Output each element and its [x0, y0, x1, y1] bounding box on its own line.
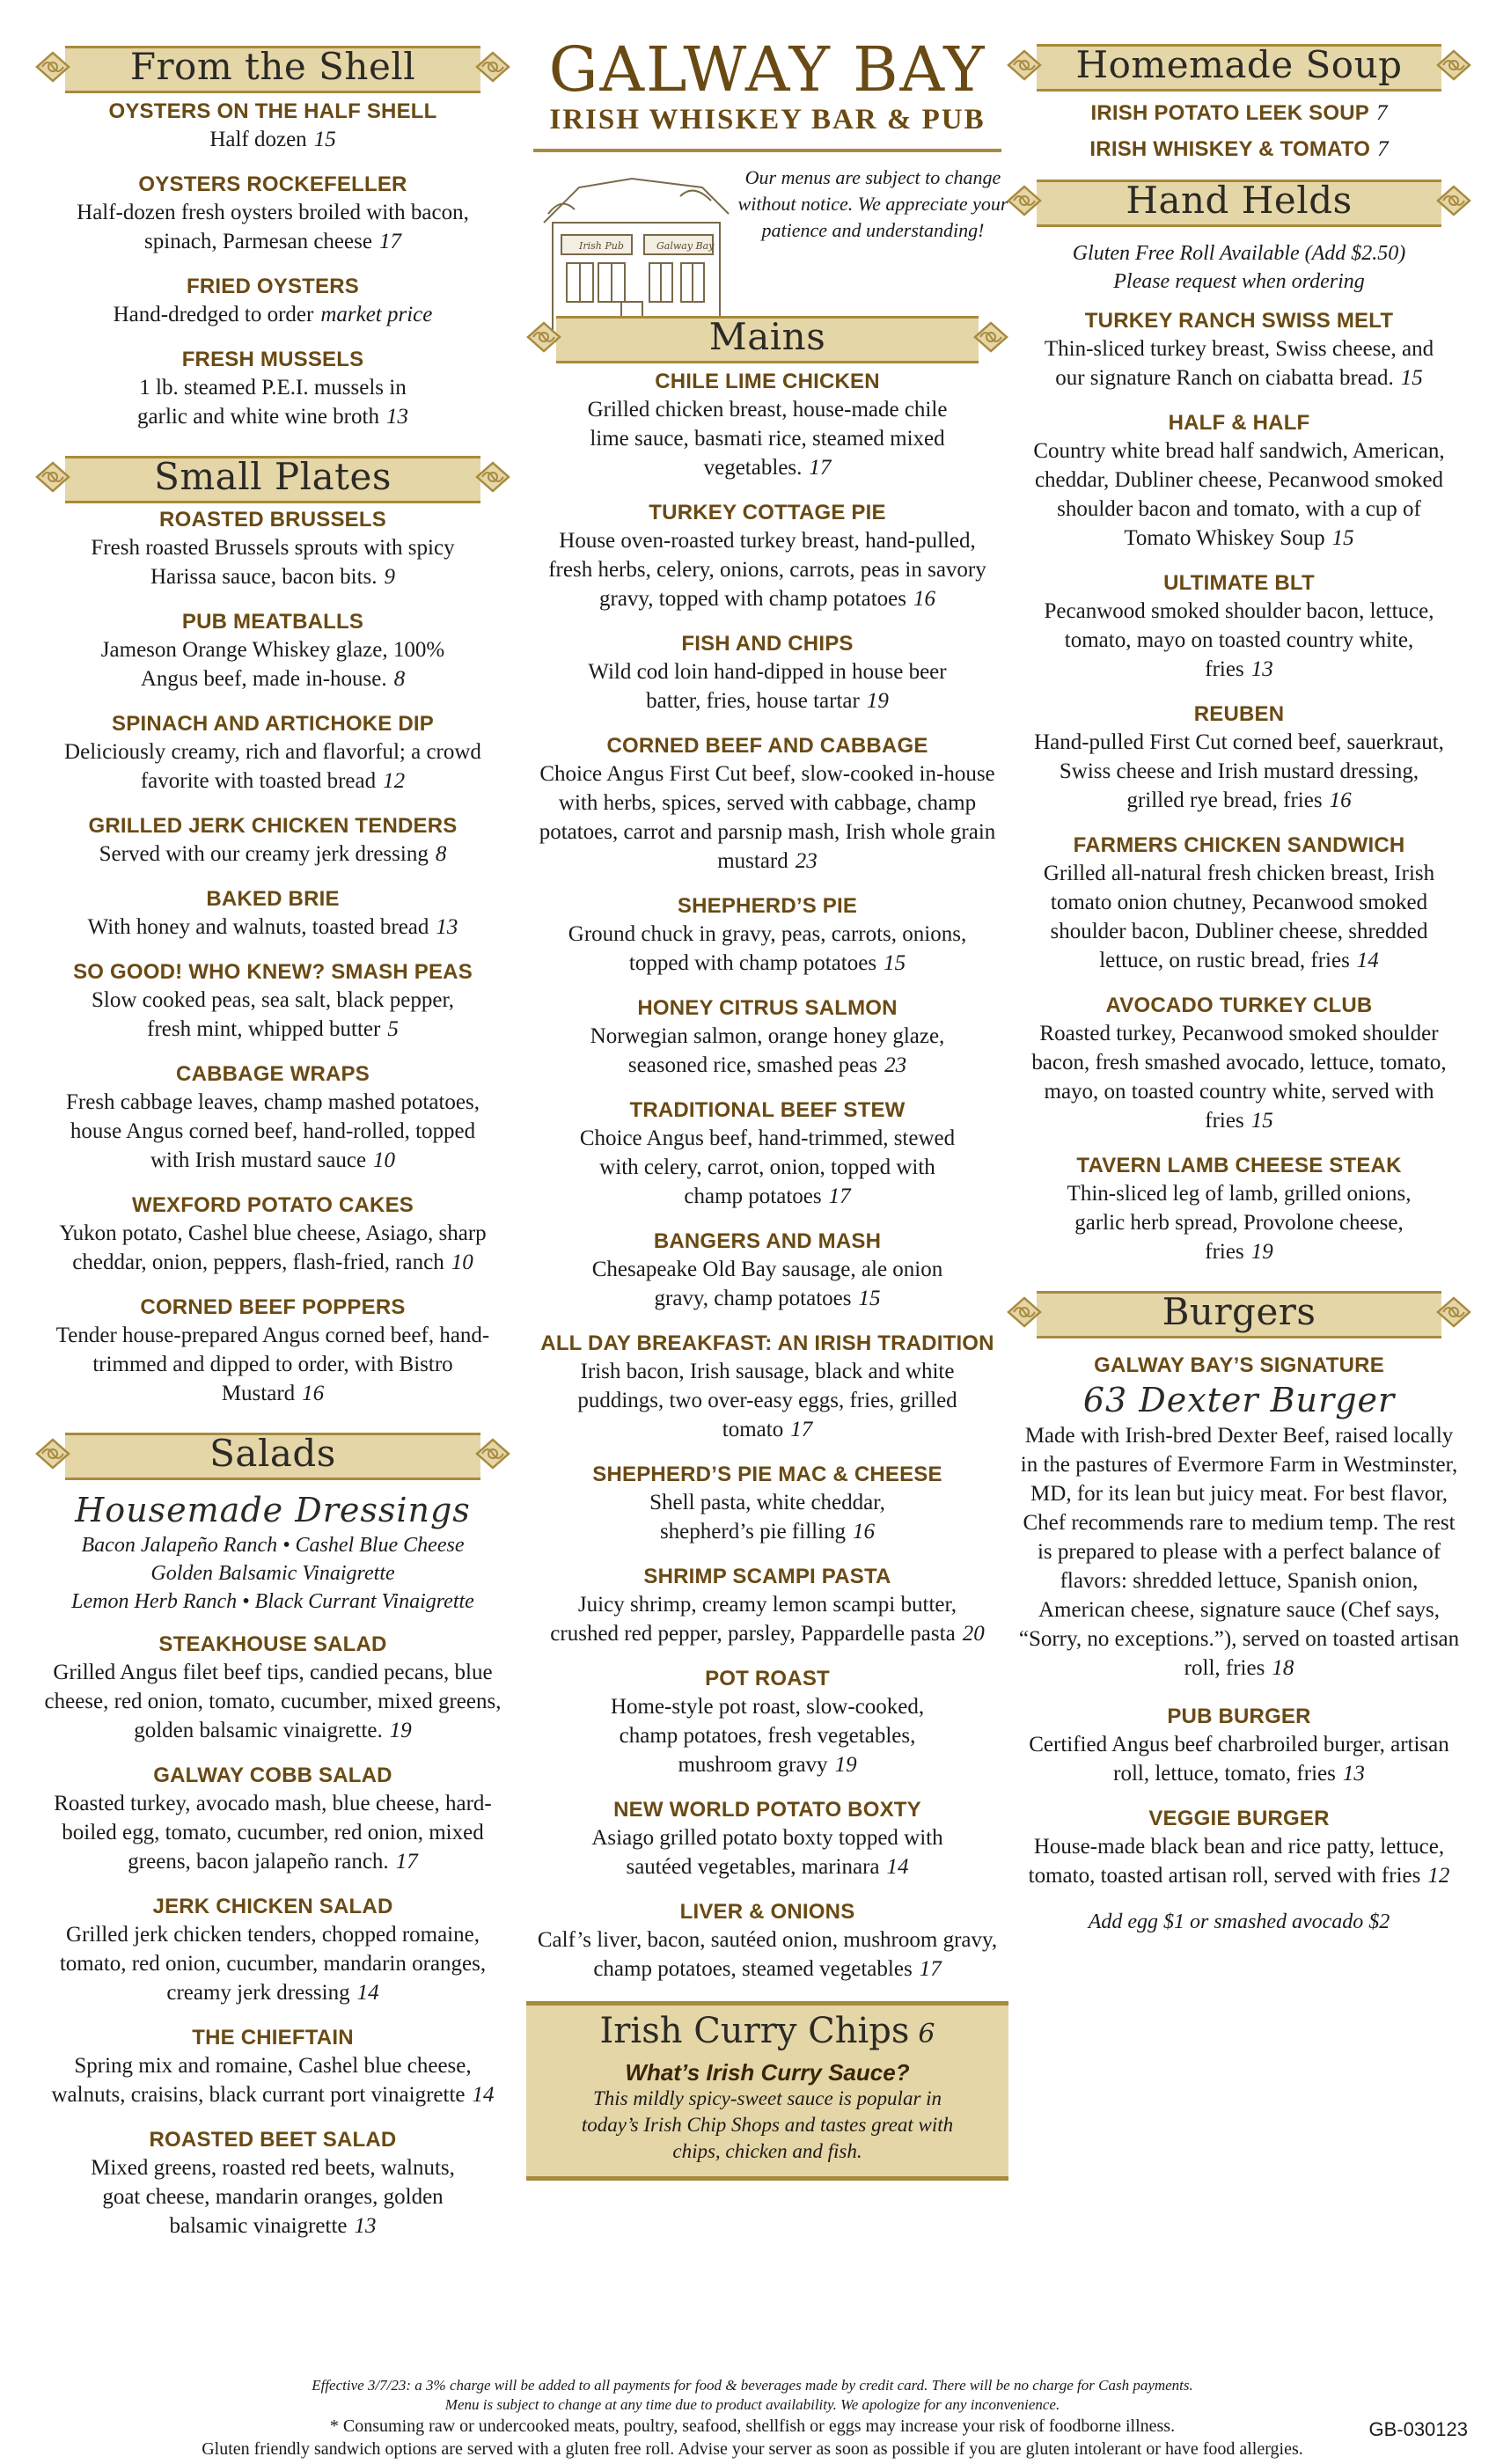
- item-desc: Asiago grilled potato boxty topped with sautéed vegetables, marinara: [591, 1826, 943, 1879]
- item-name: GALWAY COBB SALAD: [153, 1764, 392, 1787]
- item-desc: House oven-roasted turkey breast, hand-pulled, fresh herbs, celery, onions, carrots, peas in savory gravy, topped with champ potatoes: [548, 529, 986, 611]
- item-name: BAKED BRIE: [206, 887, 340, 911]
- item-name: FISH AND CHIPS: [681, 632, 854, 656]
- item-name: BANGERS AND MASH: [653, 1229, 882, 1253]
- item-name: OYSTERS ROCKEFELLER: [138, 172, 407, 196]
- footer-credit-note: Effective 3/7/23: a 3% charge will be added to all payments for food & beverages made by credit card. There will be no charge for Cash payments.: [312, 2377, 1193, 2394]
- menu-item: [526, 1666, 1008, 1779]
- menu-item: [526, 1228, 1008, 1313]
- menu-item: [35, 274, 510, 329]
- item-price: 8: [393, 667, 406, 691]
- item-price: 15: [1400, 366, 1423, 390]
- item-desc: Irish bacon, Irish sausage, black and white puddings, two over-easy eggs, fries, grilled tomato: [577, 1360, 957, 1441]
- item-name: CORNED BEEF POPPERS: [140, 1295, 406, 1319]
- item-price: 17: [828, 1184, 851, 1208]
- menu-item: [1007, 832, 1471, 975]
- item-name: VEGGIE BURGER: [1148, 1807, 1330, 1830]
- small-plates-items: [35, 507, 510, 1408]
- signature-label: GALWAY BAY’S SIGNATURE: [1094, 1353, 1384, 1377]
- menu-item: [526, 1564, 1008, 1648]
- item-name: ROASTED BEET SALAD: [149, 2128, 397, 2152]
- signature-desc: Made with Irish-bred Dexter Beef, raised locally in the pastures of Evermore Farm in Westminster, MD, for its lean but juicy meat. For best flavor, Chef recommends rare to medium temp. The rest is prepared to please with a perfect balance of flavors: shredded lettuce, Spanish onion, American cheese, signature sauce (Chef says, “Sorry, no exceptions.”), served on toasted artisan roll, fries: [1018, 1424, 1460, 1680]
- item-name: WEXFORD POTATO CAKES: [131, 1193, 414, 1217]
- item-price: 9: [384, 565, 396, 589]
- item-price: 13: [385, 405, 408, 429]
- menu-item: [1007, 1704, 1471, 1788]
- ornament-icon: [973, 321, 1008, 353]
- item-desc: Hand-dredged to order: [113, 303, 314, 326]
- item-desc: Mixed greens, roasted red beets, walnuts, goat cheese, mandarin oranges, golden balsamic vinaigrette: [91, 2156, 455, 2238]
- menu-item: [1007, 1806, 1471, 1890]
- item-price: 14: [886, 1855, 909, 1879]
- section-banner-burgers: [1007, 1284, 1471, 1340]
- gluten-free-note: Gluten Free Roll Available (Add $2.50) Please request when ordering: [1072, 242, 1406, 293]
- item-desc: Half-dozen fresh oysters broiled with bacon, spinach, Parmesan cheese: [77, 201, 469, 253]
- menu-item: [35, 1192, 510, 1277]
- ornament-icon: [1007, 185, 1042, 216]
- item-desc: Grilled Angus filet beef tips, candied pecans, blue cheese, red onion, tomato, cucumber, mixed greens, golden balsamic vinaigrette.: [44, 1661, 502, 1742]
- menu-item: [35, 1061, 510, 1175]
- section-title: From the Shell: [129, 45, 416, 88]
- menu-item: [1007, 135, 1471, 164]
- item-name: FARMERS CHICKEN SANDWICH: [1073, 833, 1405, 857]
- ornament-icon: [35, 51, 70, 83]
- menu-item: [526, 1097, 1008, 1211]
- menu-item: [35, 172, 510, 256]
- item-price: 12: [383, 769, 406, 793]
- item-name: NEW WORLD POTATO BOXTY: [613, 1798, 921, 1822]
- section-title: Mains: [708, 315, 826, 358]
- ornament-icon: [475, 461, 510, 493]
- item-price: 7: [1375, 101, 1388, 125]
- curry-desc: This mildly spicy-sweet sauce is popular in today’s Irish Chip Shops and tastes great with chips, chicken and fish.: [581, 2087, 954, 2162]
- item-desc: Thin-sliced turkey breast, Swiss cheese, and our signature Ranch on ciabatta bread.: [1044, 337, 1434, 390]
- brand-subtitle: IRISH WHISKEY BAR & PUB: [549, 104, 986, 136]
- ornament-icon: [1007, 1296, 1042, 1328]
- dressing-line: Bacon Jalapeño Ranch • Cashel Blue Cheese: [81, 1534, 465, 1557]
- menu-item: [526, 893, 1008, 978]
- item-price: 20: [962, 1622, 985, 1646]
- brand-name: GALWAY BAY: [548, 33, 986, 106]
- item-price: 14: [1356, 949, 1379, 972]
- dressings-title: Housemade Dressings: [75, 1491, 471, 1529]
- item-desc: Tender house-prepared Angus corned beef, hand-trimmed and dipped to order, with Bistro Mustard: [55, 1324, 490, 1405]
- item-name: HONEY CITRUS SALMON: [637, 996, 898, 1020]
- item-price: 17: [919, 1957, 942, 1981]
- item-price: 19: [866, 689, 889, 713]
- item-name: SHRIMP SCAMPI PASTA: [643, 1565, 891, 1588]
- footer: [35, 2376, 1470, 2460]
- menu-item: [526, 369, 1008, 482]
- item-name: SO GOOD! WHO KNEW? SMASH PEAS: [73, 960, 473, 984]
- menu-item: [526, 500, 1008, 613]
- item-name: HALF & HALF: [1168, 411, 1310, 435]
- svg-text:Irish Pub: Irish Pub: [579, 240, 624, 252]
- dressing-line: Golden Balsamic Vinaigrette: [150, 1562, 395, 1585]
- item-desc: Grilled jerk chicken tenders, chopped romaine, tomato, red onion, cucumber, mandarin oranges, creamy jerk dressing: [59, 1923, 487, 2005]
- ornament-icon: [35, 461, 70, 493]
- menu-item: [1007, 701, 1471, 815]
- item-price: 19: [389, 1719, 412, 1742]
- right-column: [1007, 0, 1471, 1936]
- item-name: CHILE LIME CHICKEN: [655, 370, 880, 393]
- item-desc: Slow cooked peas, sea salt, black pepper, fresh mint, whipped butter: [91, 988, 455, 1041]
- item-name: CORNED BEEF AND CABBAGE: [606, 734, 928, 758]
- item-desc: Certified Angus beef charbroiled burger, artisan roll, lettuce, tomato, fries: [1029, 1733, 1449, 1786]
- item-name: PUB MEATBALLS: [181, 610, 364, 634]
- ornament-icon: [475, 51, 510, 83]
- item-price: 23: [795, 849, 818, 873]
- curry-price: 6: [918, 2019, 935, 2050]
- item-name: SPINACH AND ARTICHOKE DIP: [112, 712, 434, 736]
- brand-header: [526, 0, 1008, 152]
- ornament-icon: [1007, 49, 1042, 81]
- item-price: 17: [395, 1850, 418, 1874]
- ornament-icon: [1436, 1296, 1471, 1328]
- item-desc: Thin-sliced leg of lamb, grilled onions, garlic herb spread, Provolone cheese, fries: [1067, 1182, 1412, 1264]
- item-desc: Choice Angus beef, hand-trimmed, stewed with celery, carrot, onion, topped with champ potatoes: [579, 1126, 956, 1208]
- menu-item: [526, 631, 1008, 715]
- item-desc: Spring mix and romaine, Cashel blue cheese, walnuts, craisins, black currant port vinaigrette: [51, 2054, 472, 2107]
- menu-item: [35, 1763, 510, 1876]
- ornament-icon: [35, 1438, 70, 1470]
- item-price: 13: [1250, 657, 1273, 681]
- middle-column: [526, 0, 1008, 2181]
- item-price: 15: [1250, 1109, 1273, 1133]
- item-price: 14: [472, 2083, 495, 2107]
- item-name: GRILLED JERK CHICKEN TENDERS: [88, 814, 458, 838]
- burger-items: [1007, 1704, 1471, 1890]
- item-price: 12: [1427, 1864, 1450, 1888]
- shell-items: [35, 99, 510, 431]
- section-title: Hand Helds: [1126, 179, 1353, 222]
- item-name: OYSTERS ON THE HALF SHELL: [108, 99, 437, 123]
- item-desc: Norwegian salmon, orange honey glaze, seasoned rice, smashed peas: [590, 1024, 945, 1077]
- menu-item: [35, 1632, 510, 1745]
- item-desc: Pecanwood smoked shoulder bacon, lettuce, tomato, mayo on toasted country white, fries: [1044, 599, 1434, 681]
- item-price: 15: [858, 1287, 881, 1310]
- item-price: 16: [302, 1382, 325, 1405]
- menu-item: [35, 1894, 510, 2007]
- curry-chips-box: [526, 2001, 1008, 2181]
- section-banner-mains: [526, 309, 1008, 365]
- signature-burger: [1007, 1353, 1471, 1683]
- item-name: JERK CHICKEN SALAD: [152, 1895, 393, 1918]
- item-price: 13: [1342, 1762, 1365, 1786]
- item-price: 17: [809, 456, 832, 480]
- svg-text:Galway Bay: Galway Bay: [656, 240, 715, 252]
- item-name: CABBAGE WRAPS: [176, 1062, 370, 1086]
- item-desc: Hand-pulled First Cut corned beef, sauerkraut, Swiss cheese and Irish mustard dressing, grilled rye bread, fries: [1034, 730, 1444, 812]
- item-price: 19: [834, 1753, 857, 1777]
- salad-items: [35, 1632, 510, 2240]
- item-price: 13: [354, 2214, 377, 2238]
- left-column: [35, 0, 510, 2258]
- item-desc: Shell pasta, white cheddar, shepherd’s pie filling: [649, 1491, 885, 1544]
- item-name: TURKEY RANCH SWISS MELT: [1084, 309, 1394, 333]
- curry-question: What’s Irish Curry Sauce?: [625, 2059, 910, 2086]
- menu-item: [35, 886, 510, 942]
- ornament-icon: [526, 321, 561, 353]
- item-name: IRISH POTATO LEEK SOUP: [1090, 101, 1369, 125]
- burger-addon: Add egg $1 or smashed avocado $2: [1088, 1910, 1390, 1933]
- item-name: STEAKHOUSE SALAD: [158, 1632, 387, 1656]
- menu-item: [35, 1294, 510, 1408]
- item-desc: Served with our creamy jerk dressing: [99, 842, 429, 866]
- item-name: IRISH WHISKEY & TOMATO: [1089, 137, 1371, 161]
- item-name: FRIED OYSTERS: [187, 275, 359, 298]
- menu-item: [526, 995, 1008, 1080]
- item-name: SHEPHERD’S PIE: [677, 894, 858, 918]
- item-desc: With honey and walnuts, toasted bread: [87, 915, 429, 939]
- menu-item: [35, 711, 510, 796]
- mains-items: [526, 369, 1008, 1984]
- item-price: 17: [378, 230, 401, 253]
- item-desc: Calf’s liver, bacon, sautéed onion, mushroom gravy, champ potatoes, steamed vegetables: [537, 1928, 998, 1981]
- section-banner-shell: [35, 39, 510, 95]
- item-name: ALL DAY BREAKFAST: AN IRISH TRADITION: [540, 1331, 994, 1355]
- item-name: ULTIMATE BLT: [1163, 571, 1315, 595]
- item-desc: 1 lb. steamed P.E.I. mussels in garlic and white wine broth: [137, 376, 407, 429]
- menu-item: [35, 507, 510, 591]
- section-banner-hand-helds: [1007, 172, 1471, 229]
- item-name: PUB BURGER: [1167, 1705, 1311, 1728]
- dressing-line: Lemon Herb Ranch • Black Currant Vinaigrette: [71, 1590, 474, 1613]
- menu-item: [35, 813, 510, 869]
- section-title: Homemade Soup: [1075, 43, 1403, 86]
- item-desc: Deliciously creamy, rich and flavorful; a crowd favorite with toasted bread: [64, 740, 481, 793]
- item-price: 8: [435, 842, 447, 866]
- item-price: 13: [436, 915, 458, 939]
- ornament-icon: [1436, 49, 1471, 81]
- item-price: 16: [853, 1520, 876, 1544]
- item-desc: Home-style pot roast, slow-cooked, champ potatoes, fresh vegetables, mushroom gravy: [610, 1695, 925, 1777]
- brand-rule: [533, 149, 1001, 152]
- item-desc: Roasted turkey, avocado mash, blue cheese, hard-boiled egg, tomato, cucumber, red onion, mixed greens, bacon jalapeño ranch.: [54, 1792, 492, 1874]
- menu-item: [526, 1797, 1008, 1881]
- menu-item: [1007, 1153, 1471, 1266]
- item-desc: House-made black bean and rice patty, lettuce, tomato, toasted artisan roll, served with fries: [1028, 1835, 1445, 1888]
- item-desc: Chesapeake Old Bay sausage, ale onion gravy, champ potatoes: [591, 1258, 943, 1310]
- signature-name: 63 Dexter Burger: [1082, 1381, 1396, 1419]
- item-name: SHEPHERD’S PIE MAC & CHEESE: [592, 1463, 942, 1486]
- item-price: 17: [790, 1418, 813, 1441]
- menu-item: [1007, 99, 1471, 128]
- section-title: Salads: [209, 1432, 336, 1475]
- menu-item: [1007, 993, 1471, 1135]
- menu-code: GB-030123: [1368, 2418, 1468, 2440]
- item-price: 19: [1250, 1240, 1273, 1264]
- item-price: 16: [1329, 788, 1352, 812]
- menu-item: [35, 347, 510, 431]
- item-price: 23: [884, 1053, 907, 1077]
- item-price: 15: [884, 951, 906, 975]
- curry-title: Irish Curry Chips: [599, 2011, 910, 2051]
- soup-items: [1007, 99, 1471, 164]
- menu-item: [1007, 308, 1471, 392]
- ornament-icon: [1436, 185, 1471, 216]
- item-desc: Fresh roasted Brussels sprouts with spicy Harissa sauce, bacon bits.: [91, 536, 455, 589]
- item-desc: Choice Angus First Cut beef, slow-cooked in-house with herbs, spices, served with cabbage, champ potatoes, carrot and parsnip mash, Irish whole grain mustard: [539, 762, 996, 873]
- item-price: 5: [387, 1017, 399, 1041]
- item-name: LIVER & ONIONS: [679, 1900, 855, 1924]
- item-name: TRADITIONAL BEEF STEW: [629, 1098, 906, 1122]
- item-price: 15: [313, 128, 336, 151]
- item-price: 15: [1331, 526, 1354, 550]
- menu-note: Our menus are subject to change without notice. We appreciate your patience and understanding!: [737, 166, 1008, 241]
- item-desc: Country white bread half sandwich, American, cheddar, Dubliner cheese, Pecanwood smoked shoulder bacon and tomato, with a cup of Tomato Whiskey Soup: [1033, 439, 1445, 550]
- menu-item: [35, 99, 510, 154]
- item-desc: Roasted turkey, Pecanwood smoked shoulder bacon, fresh smashed avocado, lettuce, tomato, mayo, on toasted country white, served with fries: [1031, 1022, 1447, 1133]
- item-name: AVOCADO TURKEY CLUB: [1105, 994, 1373, 1017]
- section-title: Small Plates: [154, 455, 392, 498]
- item-price: 7: [1377, 137, 1389, 161]
- item-name: THE CHIEFTAIN: [192, 2026, 354, 2050]
- item-desc: Wild cod loin hand-dipped in house beer batter, fries, house tartar: [588, 660, 947, 713]
- item-desc: Grilled all-natural fresh chicken breast, Irish tomato onion chutney, Pecanwood smoked shoulder bacon, Dubliner cheese, shredded lettuce, on rustic bread, fries: [1043, 862, 1435, 972]
- item-price: 16: [913, 587, 935, 611]
- section-banner-small-plates: [35, 449, 510, 505]
- footer-raw-warning: * Consuming raw or undercooked meats, poultry, seafood, shellfish or eggs may increase your risk of foodborne illness.: [329, 2416, 1176, 2436]
- menu-item: [1007, 570, 1471, 684]
- section-banner-soup: [1007, 37, 1471, 93]
- footer-change-note: Menu is subject to change at any time due to product availability. We apologize for any inconvenience.: [444, 2396, 1060, 2413]
- menu-item: [526, 1462, 1008, 1546]
- menu-item: [1007, 410, 1471, 553]
- item-name: TURKEY COTTAGE PIE: [649, 501, 886, 524]
- hand-held-items: [1007, 308, 1471, 1266]
- signature-price: 18: [1272, 1656, 1294, 1680]
- dressings-list: [35, 1531, 510, 1616]
- menu-item: [35, 2025, 510, 2109]
- item-desc: Juicy shrimp, creamy lemon scampi butter, crushed red pepper, parsley, Pappardelle pasta: [550, 1593, 957, 1646]
- footer-gluten-note: Gluten friendly sandwich options are served with a gluten free roll. Advise your server as soon as possible if you are gluten intolerant or have food allergies.: [202, 2439, 1303, 2459]
- ornament-icon: [475, 1438, 510, 1470]
- section-banner-salads: [35, 1426, 510, 1482]
- item-price: 14: [356, 1981, 379, 2005]
- item-desc: Jameson Orange Whiskey glaze, 100% Angus beef, made in-house.: [100, 638, 445, 691]
- item-name: FRESH MUSSELS: [181, 348, 364, 371]
- item-name: ROASTED BRUSSELS: [159, 508, 386, 532]
- menu-item: [35, 2127, 510, 2240]
- menu-item: [526, 1899, 1008, 1984]
- item-desc: Grilled chicken breast, house-made chile lime sauce, basmati rice, steamed mixed vegetables.: [587, 398, 948, 480]
- item-price: market price: [320, 303, 433, 326]
- item-price: 10: [451, 1250, 473, 1274]
- item-name: TAVERN LAMB CHEESE STEAK: [1076, 1154, 1402, 1177]
- item-name: POT ROAST: [705, 1667, 830, 1690]
- item-desc: Fresh cabbage leaves, champ mashed potatoes, house Angus corned beef, hand-rolled, topped with Irish mustard sauce: [66, 1090, 480, 1172]
- item-price: 10: [373, 1148, 396, 1172]
- menu-item: [35, 959, 510, 1044]
- section-title: Burgers: [1162, 1290, 1316, 1333]
- item-name: REUBEN: [1193, 702, 1285, 726]
- item-desc: Yukon potato, Cashel blue cheese, Asiago, sharp cheddar, onion, peppers, flash-fried, ranch: [59, 1221, 487, 1274]
- item-desc: Half dozen: [209, 128, 307, 151]
- menu-item: [35, 609, 510, 693]
- item-desc: Ground chuck in gravy, peas, carrots, onions, topped with champ potatoes: [568, 922, 967, 975]
- menu-item: [526, 1331, 1008, 1444]
- menu-item: [526, 733, 1008, 876]
